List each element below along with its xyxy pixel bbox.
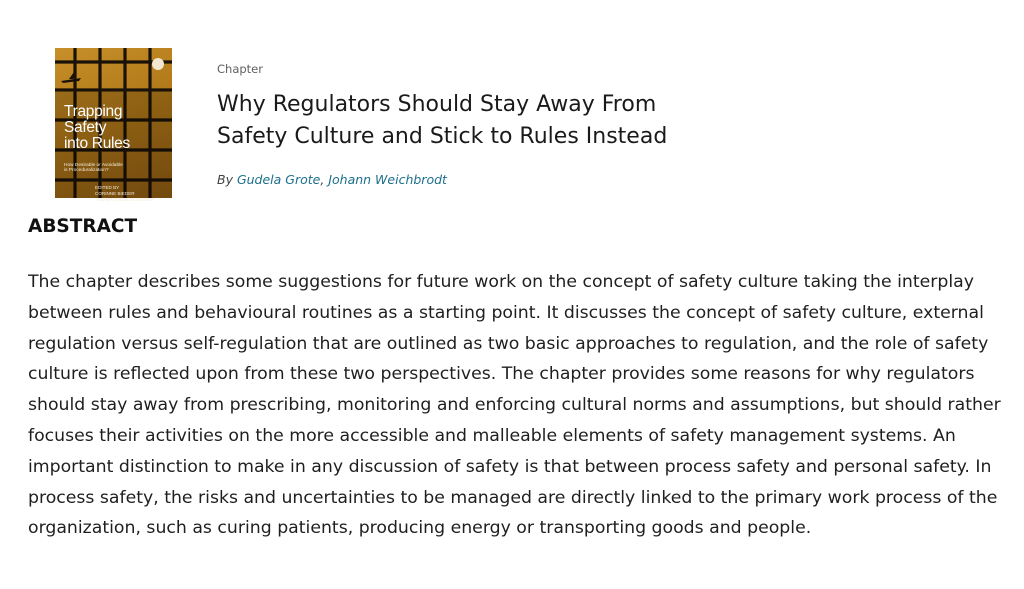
cover-subtitle: How Desirable or Avoidable is Proceduralization? bbox=[64, 163, 123, 174]
chapter-meta bbox=[217, 62, 977, 188]
author-separator: , bbox=[320, 172, 329, 187]
cover-title-line: into Rules bbox=[64, 135, 130, 152]
publisher-logo-icon bbox=[152, 58, 164, 70]
chapter-authors bbox=[217, 172, 977, 188]
abstract-heading: ABSTRACT bbox=[28, 216, 138, 237]
cover-title bbox=[64, 104, 130, 152]
author-link[interactable]: Johann Weichbrodt bbox=[328, 172, 447, 187]
cover-title-line: Trapping bbox=[64, 103, 123, 120]
chapter-header bbox=[55, 48, 995, 202]
chapter-title: Why Regulators Should Stay Away From Safety Culture and Stick to Rules Instead bbox=[217, 92, 668, 149]
cover-title-line: Safety bbox=[64, 119, 107, 136]
chapter-type-label: Chapter bbox=[217, 62, 263, 76]
author-link[interactable]: Gudela Grote bbox=[236, 172, 321, 187]
cover-editors: EDITED BY CORINNE BIEDER AND MATHILDE BOURRIER bbox=[95, 185, 155, 202]
abstract-body: The chapter describes some suggestions for future work on the concept of safety culture taking the interplay between rules and behavioural routines as a starting point. It discusses the concept of safety culture, external regulation versus self-regulation that are outlined as two basic approaches to regulation, and the role of safety culture is reflected upon from these two perspectives. The chapter provides some reasons for why regulators should stay away from prescribing, monitoring and enforcing cultural norms and assumptions, but should rather focuses their activities on the more accessible and malleable elements of safety management systems. An important distinction to make in any discussion of safety is that between process safety and personal safety. In process safety, the risks and uncertainties to be managed are directly linked to the primary work process of the organization, such as curing patients, producing energy or transporting goods and people. bbox=[28, 272, 1001, 539]
by-label: By bbox=[217, 172, 237, 187]
book-cover-image[interactable] bbox=[55, 48, 172, 202]
